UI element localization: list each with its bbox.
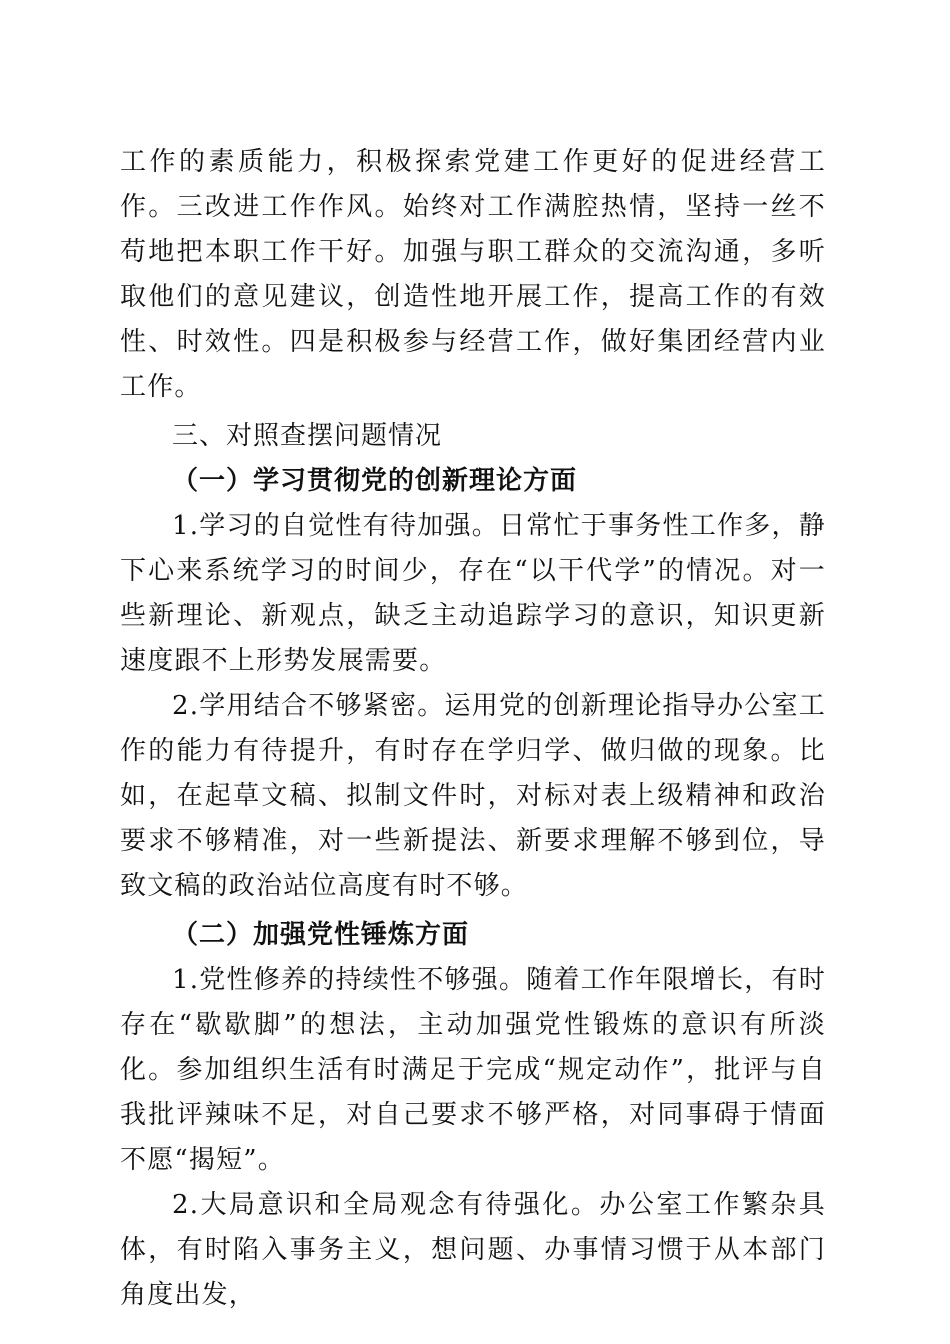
paragraph-party-spirit: 1.党性修养的持续性不够强。随着工作年限增长，有时存在“歇歇脚”的想法，主动加强党性锻炼的意识有所淡化。参加组织生活有时满足于完成“规定动作”，批评与自我批评辣味不足，对自己要求不够严格，对同事碍于情面不愿“揭短”。 [120,965,826,1175]
paragraph-study-awareness: 1.学习的自觉性有待加强。日常忙于事务性工作多，静下心来系统学习的时间少，存在“以干代学”的情况。对一些新理论、新观点，缺乏主动追踪学习的意识，知识更新速度跟不上形势发展需要。 [120,511,826,676]
paragraph-study-application: 2.学用结合不够紧密。运用党的创新理论指导办公室工作的能力有待提升，有时存在学归学、做归做的现象。比如，在起草文稿、拟制文件时，对标对表上级精神和政治要求不够精准，对一些新提法、新要求理解不够到位，导致文稿的政治站位高度有时不够。 [120,691,826,901]
paragraph-overall-awareness: 2.大局意识和全局观念有待强化。办公室工作繁杂具体，有时陷入事务主义，想问题、办事情习惯于从本部门角度出发， [120,1190,826,1310]
subsection-heading-2: （二）加强党性锤炼方面 [172,920,470,950]
section-heading-3: 三、对照查摆问题情况 [172,421,443,451]
document-body [120,140,826,1318]
paragraph-continuation: 工作的素质能力，积极探索党建工作更好的促进经营工作。三改进工作作风。始终对工作满腔热情，坚持一丝不苟地把本职工作干好。加强与职工群众的交流沟通，多听取他们的意见建议，创造性地开展工作，提高工作的有效性、时效性。四是积极参与经营工作，做好集团经营内业工作。 [120,147,826,402]
subsection-heading-1: （一）学习贯彻党的创新理论方面 [172,466,578,496]
